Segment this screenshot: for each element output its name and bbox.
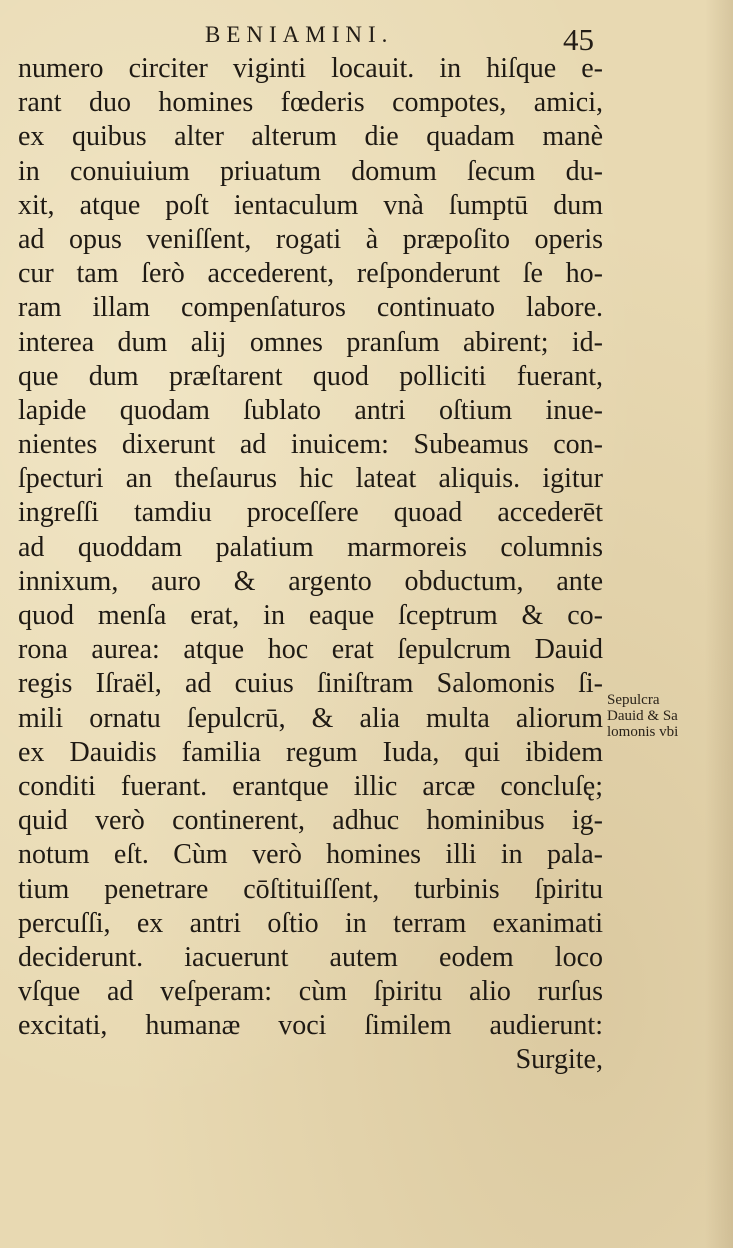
text-line: ex quibus alter alterum die quadam manè — [18, 121, 603, 153]
text-line: lapide quodam ſublato antri oſtium inue- — [18, 394, 603, 426]
page-number: 45 — [563, 22, 594, 57]
body-text — [18, 52, 603, 1078]
text-line: ſpecturi an theſaurus hic lateat aliquis. igitur — [18, 463, 603, 495]
text-line: deciderunt. iacuerunt autem eodem loco — [18, 941, 603, 973]
text-line: interea dum alij omnes pranſum abirent; id- — [18, 326, 603, 358]
text-line: vſque ad veſperam: cùm ſpiritu alio rurſus — [18, 976, 603, 1008]
marginal-note-line: lomonis vbi — [607, 724, 679, 740]
text-line: que dum præſtarent quod polliciti fuerant, — [18, 360, 603, 392]
text-line: conditi fuerant. erantque illic arcæ concluſę; — [18, 770, 603, 802]
text-line: innixum, auro & argento obductum, ante — [18, 565, 603, 597]
marginal-note-line: Dauid & Sa — [607, 708, 678, 724]
text-line: in conuiuium priuatum domum ſecum du- — [18, 155, 603, 187]
text-line: rant duo homines fœderis compotes, amici, — [18, 87, 603, 119]
text-line: xit, atque poſt ientaculum vnà ſumptū dum — [18, 189, 603, 221]
text-line: quid verò continerent, adhuc hominibus ig- — [18, 805, 603, 837]
text-line: regis Iſraël, ad cuius ſiniſtram Salomonis ſi- — [18, 668, 603, 700]
text-line: ex Dauidis familia regum Iuda, qui ibidem — [18, 736, 603, 768]
text-line: ingreſſi tamdiu proceſſere quoad accederēt — [18, 497, 603, 529]
running-title: BENIAMINI. — [205, 22, 394, 47]
text-line: tium penetrare cōſtituiſſent, turbinis ſpiritu — [18, 873, 603, 905]
text-line: ram illam compenſaturos continuato labore. — [18, 292, 603, 324]
page-edge-shadow — [705, 0, 733, 1248]
catchword: Surgite, — [515, 1044, 603, 1076]
text-line: percuſſi, ex antri oſtio in terram exanimati — [18, 907, 603, 939]
text-line: excitati, humanæ voci ſimilem audierunt: — [18, 1010, 603, 1042]
text-line: nientes dixerunt ad inuicem: Subeamus con- — [18, 429, 603, 461]
text-line: ad opus veniſſent, rogati à præpoſito operis — [18, 223, 603, 255]
text-line: quod menſa erat, in eaque ſceptrum & co- — [18, 600, 603, 631]
text-line: rona aurea: atque hoc erat ſepulcrum Dauid — [18, 634, 603, 666]
text-line: mili ornatu ſepulcrū, & alia multa aliorum — [18, 702, 603, 734]
text-line: cur tam ſerò accederent, reſponderunt ſe ho- — [18, 258, 603, 290]
text-line: numero circiter viginti locauit. in hiſque e- — [18, 53, 603, 84]
text-line: ad quoddam palatium marmoreis columnis — [18, 531, 603, 563]
text-line: notum eſt. Cùm verò homines illi in pala- — [18, 839, 603, 871]
marginal-note-line: Sepulcra — [607, 692, 660, 708]
